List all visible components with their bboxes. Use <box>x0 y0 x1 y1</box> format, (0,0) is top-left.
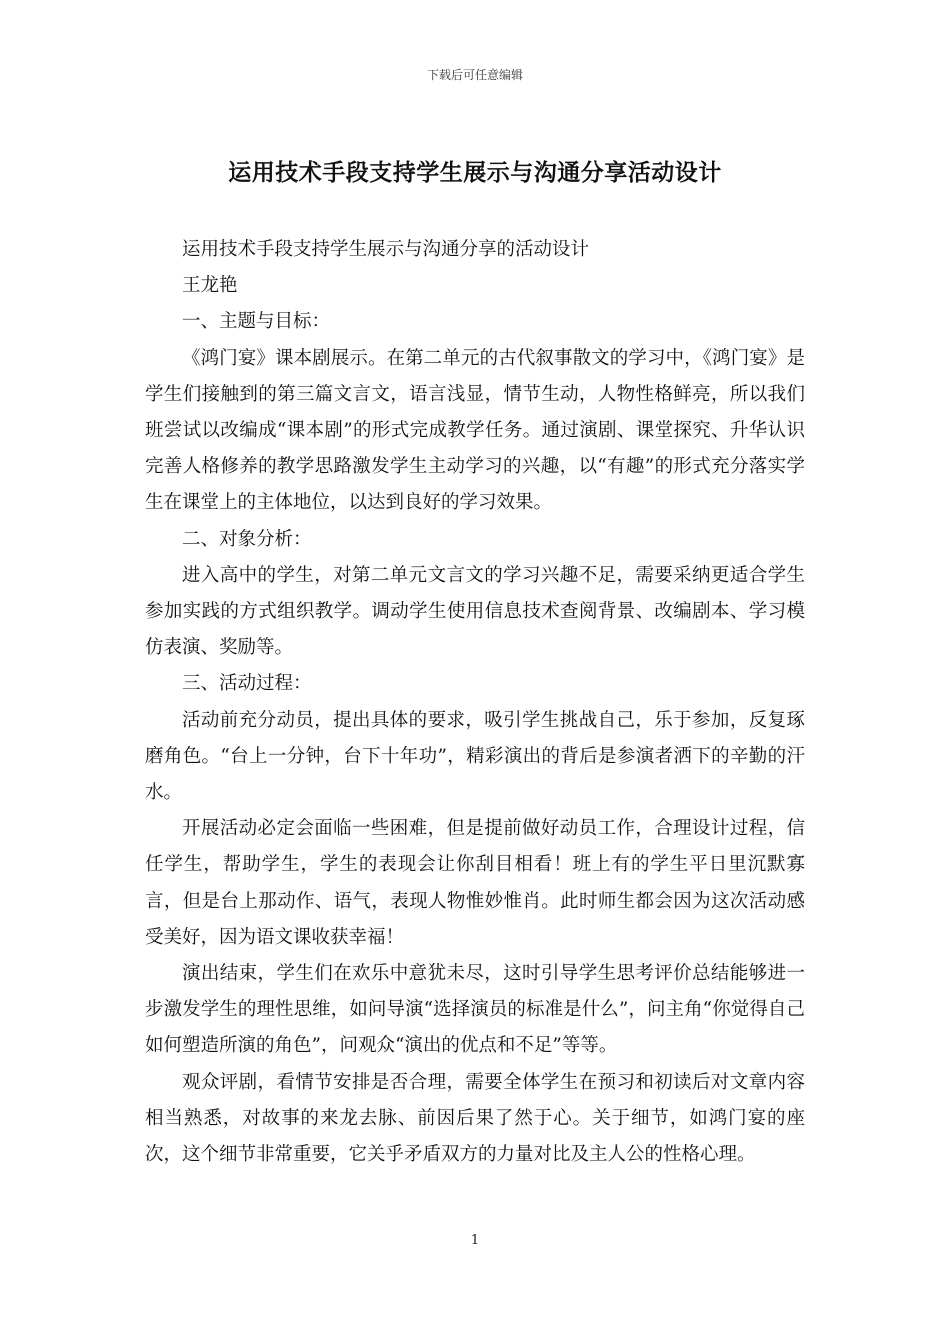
page-number: 1 <box>470 1233 480 1248</box>
document-body <box>145 232 805 1173</box>
paragraph-process-1: 活动前充分动员，提出具体的要求，吸引学生挑战自己，乐于参加，反复琢磨角色。“台上一分钟，台下十年功”，精彩演出的背后是参演者洒下的辛勤的汗水。 <box>145 709 805 804</box>
paragraph-theme: 《鸿门宴》课本剧展示。在第二单元的古代叙事散文的学习中，《鸿门宴》是学生们接触到的第三篇文言文，语言浅显，情节生动，人物性格鲜亮，所以我们班尝试以改编成“课本剧”的形式完成教学任务。通过演剧、课堂探究、升华认识完善人格修养的教学思路激发学生主动学习的兴趣，以“有趣”的形式充分落实学生在课堂上的主体地位，以达到良好的学习效果。 <box>145 347 805 514</box>
paragraph-process-2: 开展活动必定会面临一些困难，但是提前做好动员工作，合理设计过程，信任学生，帮助学生，学生的表现会让你刮目相看！班上有的学生平日里沉默寡言，但是台上那动作、语气，表现人物惟妙惟肖。此时师生都会因为这次活动感受美好，因为语文课收获幸福！ <box>145 818 805 948</box>
section-heading-theme: 一、主题与目标： <box>182 311 331 333</box>
section-heading-audience: 二、对象分析： <box>182 528 312 550</box>
paragraph-process-3: 演出结束，学生们在欢乐中意犹未尽，这时引导学生思考评价总结能够进一步激发学生的理性思维，如问导演“选择演员的标准是什么”，问主角“你觉得自己如何塑造所演的角色”，问观众“演出的优点和不足”等等。 <box>145 963 805 1057</box>
paragraph-process-4: 观众评剧，看情节安排是否合理，需要全体学生在预习和初读后对文章内容相当熟悉，对故事的来龙去脉、前因后果了然于心。关于细节，如鸿门宴的座次，这个细节非常重要，它关乎矛盾双方的力量对比及主人公的性格心理。 <box>145 1071 805 1166</box>
section-heading-process: 三、活动过程： <box>182 673 312 695</box>
author-line: 王龙艳 <box>182 275 238 297</box>
page-header-note: 下载后可任意编辑 <box>426 68 523 82</box>
paragraph-audience: 进入高中的学生，对第二单元文言文的学习兴趣不足，需要采纳更适合学生参加实践的方式组织教学。调动学生使用信息技术查阅背景、改编剧本、学习模仿表演、奖励等。 <box>145 564 805 659</box>
document-title: 运用技术手段支持学生展示与沟通分享活动设计 <box>228 159 722 186</box>
subtitle-line: 运用技术手段支持学生展示与沟通分享的活动设计 <box>182 239 590 260</box>
